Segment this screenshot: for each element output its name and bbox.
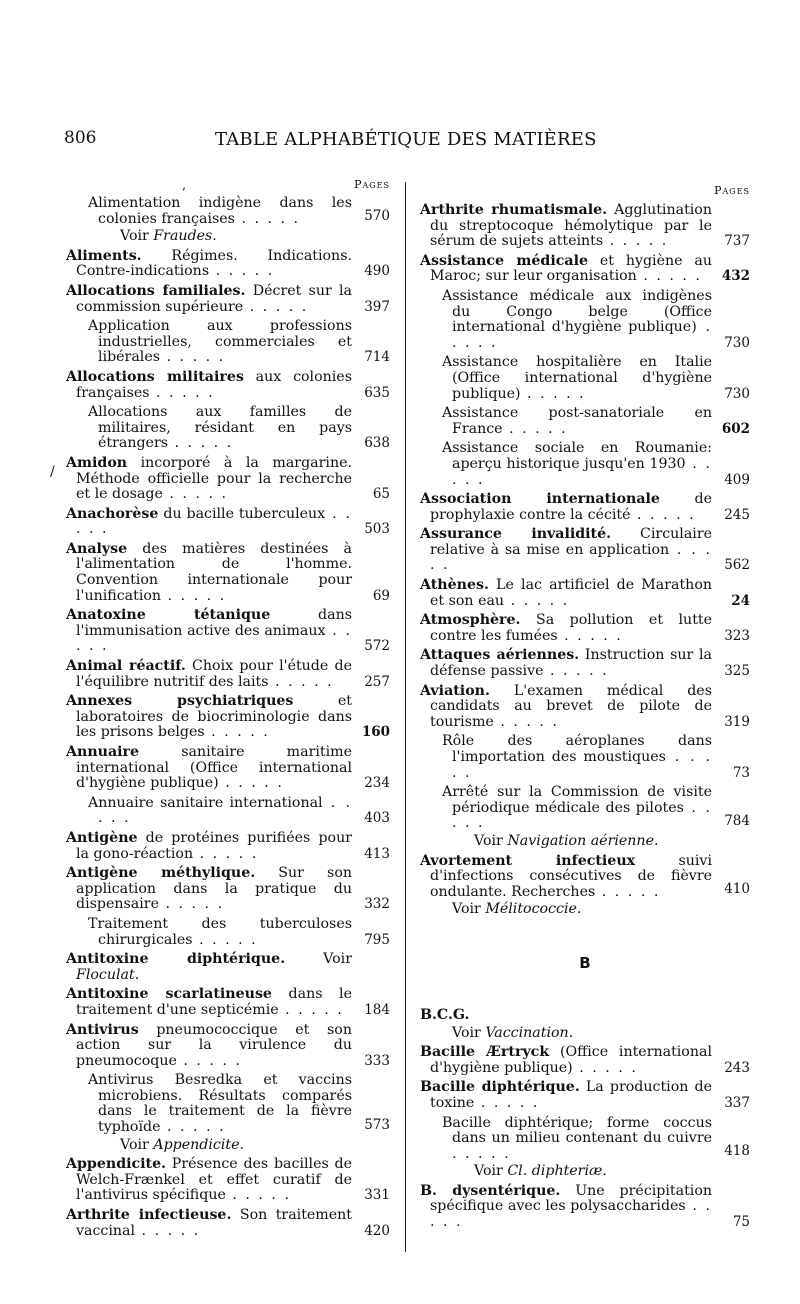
entry-heading: Arthrite infectieuse.: [66, 1207, 232, 1224]
page-reference: 331: [364, 1187, 390, 1204]
index-entry: Traitement des tuberculoses chirurgicales . . . . . 795: [88, 915, 390, 948]
right-column: [420, 178, 750, 1235]
see-also: Voir Fraudes.: [120, 228, 217, 245]
page-reference: 572: [364, 638, 390, 655]
see-also: Voir Vaccination.: [452, 1024, 574, 1041]
section-letter: B: [579, 953, 591, 972]
entry-heading: Allocations familiales.: [66, 282, 246, 299]
index-entry: Application aux professions industrielles, commerciales et libérales . . . . . 714: [88, 318, 390, 366]
entry-heading: Antivirus: [66, 1021, 139, 1038]
page-reference: 75: [732, 1214, 750, 1231]
entry-heading: Antitoxine scarlatineuse: [66, 986, 272, 1003]
entry-heading: Avortement infectieux: [420, 852, 636, 869]
entry-text: de protéines purifiées pour la gono-réaction: [76, 829, 352, 862]
pages-column-label: , Pages: [182, 178, 390, 193]
entry-text: Régimes. Indications. Contre-indications: [76, 247, 352, 280]
entry-heading: Analyse: [66, 540, 128, 557]
entry-text: Une précipitation spécifique avec les polysaccharides: [430, 1182, 712, 1215]
index-entry: Atmosphère. Sa pollution et lutte contre les fumées . . . . . 323: [420, 612, 750, 644]
see-also: Voir Mélitococcie.: [452, 901, 582, 918]
entry-heading: Association internationale: [420, 491, 660, 508]
index-entry: Annuaire sanitaire maritime international (Office international d'hygiène publique) . . . . . 234: [66, 744, 390, 792]
entry-heading: Antigène méthylique.: [66, 865, 256, 882]
entry-heading: Athènes.: [420, 577, 489, 594]
entry-text: Antivirus Besredka et vaccins microbiens. Résultats comparés dans le traitement de la fièvre typhoïde: [88, 1072, 352, 1136]
index-entry: Amidon incorporé à la margarine. Méthode officielle pour la recherche et le dosage . . . . . 65: [66, 454, 390, 503]
entry-text: Bacille diphtérique; forme coccus dans un milieu contenant du cuivre: [442, 1114, 712, 1147]
entry-text: Annuaire sanitaire international: [88, 794, 323, 811]
page-reference: 65: [372, 486, 390, 503]
entry-text: Agglutination du streptocoque hémolytique par le sérum de sujets atteints: [430, 202, 712, 250]
entry-text: Sur son application dans la pratique du dispensaire: [76, 865, 353, 913]
entry-text: suivi d'infections consécutives de fièvre ondulante. Recherches: [430, 852, 712, 900]
index-entry: Alimentation indigène dans les colonies françaises . . . . . 570 Voir Fraudes.: [88, 195, 390, 245]
entry-heading: Assistance médicale: [420, 252, 588, 269]
column-divider: [405, 182, 406, 1252]
index-entry: B. dysentérique. Une précipitation spécifique avec les polysaccharides . . . . . 75: [420, 1182, 750, 1231]
index-entry: Assistance post-sanatoriale en France . . . . . 602: [442, 405, 750, 437]
entry-text: Sa pollution et lutte contre les fumées: [430, 612, 712, 644]
page-reference: 784: [724, 812, 750, 829]
page-reference: 737: [724, 233, 750, 250]
cross-reference: Appendicite.: [153, 1136, 244, 1153]
entry-heading: Appendicite.: [66, 1156, 167, 1173]
index-entry: Assistance sociale en Roumanie: aperçu historique jusqu'en 1930 . . . . . 409: [442, 440, 750, 488]
index-entry: Attaques aériennes. Instruction sur la défense passive . . . . . 325: [420, 647, 750, 680]
page-reference: 257: [364, 673, 390, 690]
cross-reference: Vaccination.: [485, 1024, 574, 1041]
entry-text: de prophylaxie contre la cécité: [430, 491, 712, 523]
entry-heading: B.C.G.: [420, 1006, 470, 1023]
page-reference: 638: [364, 435, 390, 452]
index-entry: Aliments. Régimes. Indications. Contre-indications . . . . . 490: [66, 247, 390, 280]
page-reference: 795: [364, 931, 390, 948]
page-reference: 432: [721, 268, 750, 285]
entry-text: et laboratoires de biocriminologie dans les prisons belges: [76, 693, 353, 741]
page-reference: 570: [364, 208, 390, 225]
index-entry: Association internationale de prophylaxie contre la cécité . . . . . 245: [420, 491, 750, 523]
page-reference: 234: [364, 775, 390, 792]
page-reference: 413: [364, 845, 390, 862]
entry-text: (Office international d'hygiène publique): [430, 1044, 712, 1076]
entry-heading: Anachorèse: [66, 505, 159, 522]
index-entries-b: [420, 1008, 750, 1231]
page-reference: 730: [724, 385, 750, 402]
page-number: 806: [64, 128, 97, 148]
page-reference: 602: [721, 420, 750, 437]
entry-text: aux colonies françaises: [76, 368, 352, 401]
entry-heading: Annuaire: [66, 744, 140, 760]
entry-text: Présence des bacilles de Welch-Frænkel et effet curatif de l'antivirus spécifique: [76, 1156, 352, 1204]
index-entry: Appendicite. Présence des bacilles de Welch-Frænkel et effet curatif de l'antivirus spécifique . . . . . 331: [66, 1156, 390, 1204]
page-reference: 403: [364, 810, 390, 827]
index-entry: Antivirus Besredka et vaccins microbiens. Résultats comparés dans le traitement de la fièvre typhoïde . . . . . 573 Voir Appendicite.: [88, 1072, 390, 1153]
entry-text: sanitaire maritime international (Office international d'hygiène publique): [76, 744, 352, 792]
index-entry: Bacille diphtérique; forme coccus dans un milieu contenant du cuivre . . . . . 418 Voir Cl. diphteriæ.: [442, 1114, 750, 1180]
running-title: TABLE ALPHABÉTIQUE DES MATIÈRES: [215, 129, 597, 150]
page-reference: 325: [724, 663, 750, 680]
page-header: [0, 128, 800, 158]
entry-text: Alimentation indigène dans les colonies françaises: [88, 195, 352, 227]
entry-heading: Bacille diphtérique.: [420, 1079, 580, 1096]
entry-text: Son traitement vaccinal: [76, 1207, 352, 1239]
entry-heading: Assurance invalidité.: [420, 526, 612, 543]
index-entries-right: [420, 203, 750, 918]
entry-heading: Antitoxine diphtérique.: [66, 951, 286, 968]
index-entry: Assistance médicale et hygiène au Maroc; sur leur organisation . . . . . 432: [420, 252, 750, 285]
cross-reference: Mélitococcie.: [485, 901, 582, 918]
page-reference: 573: [364, 1116, 390, 1133]
index-entry: Anachorèse du bacille tuberculeux . . . . . 503: [66, 505, 390, 538]
entry-heading: Amidon: [66, 454, 128, 471]
page-reference: 503: [364, 521, 390, 538]
index-entry: [420, 1008, 750, 1041]
page-reference: 319: [724, 713, 750, 730]
page-reference: 397: [364, 298, 390, 315]
entry-text: Le lac artificiel de Marathon et son eau: [430, 577, 712, 609]
page-reference: 337: [724, 1094, 750, 1111]
index-entry: Athènes. Le lac artificiel de Marathon et son eau . . . . . 24: [420, 577, 750, 609]
cross-reference: Navigation aérienne.: [507, 832, 659, 849]
index-entries-left: [66, 196, 390, 1239]
page-reference: 409: [724, 471, 750, 488]
entry-text: Assistance sociale en Roumanie: aperçu historique jusqu'en 1930: [442, 440, 712, 472]
left-column: [66, 178, 390, 1243]
page-reference: 420: [364, 1222, 390, 1239]
page-reference: 490: [364, 263, 390, 280]
tick-mark: ,: [182, 178, 188, 193]
index-entry: Assurance invalidité. Circulaire relative à sa mise en application . . . . . 562: [420, 526, 750, 574]
entry-text: Assistance médicale aux indigènes du Congo belge (Office international d'hygiène publique): [442, 287, 712, 336]
index-entry: Antigène méthylique. Sur son application dans la pratique du dispensaire . . . . . 332: [66, 865, 390, 913]
index-entry: Annexes psychiatriques et laboratoires de biocriminologie dans les prisons belges . . . . . 160: [66, 693, 390, 741]
entry-heading: B. dysentérique.: [420, 1182, 561, 1199]
cross-reference: Cl. diphteriæ.: [507, 1163, 607, 1180]
entry-text: Traitement des tuberculoses chirurgicales: [88, 915, 352, 948]
entry-text: Allocations aux familles de militaires, résidant en pays étrangers: [88, 404, 352, 452]
index-entry: Arrêté sur la Commission de visite périodique médicale des pilotes . . . . . 784 Voir Navigation aérienne.: [442, 784, 750, 849]
page-reference: 160: [361, 724, 390, 741]
entry-text: dans le traitement d'une septicémie: [76, 986, 352, 1018]
entry-text: Choix pour l'étude de l'équilibre nutritif des laits: [76, 658, 352, 690]
entry-heading: Allocations militaires: [66, 368, 244, 385]
entry-text: incorporé à la margarine. Méthode officielle pour la recherche et le dosage: [76, 454, 352, 503]
page-reference: 332: [364, 896, 390, 913]
entry-text: Assistance hospitalière en Italie (Office international d'hygiène publique): [442, 354, 712, 402]
index-entry: Allocations familiales. Décret sur la commission supérieure . . . . . 397: [66, 282, 390, 315]
cross-reference: Floculat.: [76, 966, 140, 983]
entry-heading: Animal réactif.: [66, 658, 186, 675]
entry-text: Circulaire relative à sa mise en application: [430, 526, 712, 558]
entry-text: Arrêté sur la Commission de visite périodique médicale des pilotes: [442, 784, 712, 816]
entry-text: dans l'immunisation active des animaux: [76, 607, 352, 639]
page-reference: 323: [724, 627, 750, 644]
index-entry: Antivirus pneumococcique et son action sur la virulence du pneumocoque . . . . . 333: [66, 1021, 390, 1069]
page-reference: 184: [364, 1001, 390, 1018]
index-entry: Assistance hospitalière en Italie (Office international d'hygiène publique) . . . . . 730: [442, 354, 750, 402]
margin-mark: /: [50, 464, 55, 480]
page-reference: 730: [724, 334, 750, 351]
page-reference: 245: [724, 506, 750, 523]
entry-text: et hygiène au Maroc; sur leur organisation: [430, 252, 712, 285]
index-entry: [66, 952, 390, 983]
index-entry: Rôle des aéroplanes dans l'importation des moustiques . . . . . 73: [442, 733, 750, 781]
page-reference: 562: [724, 557, 750, 574]
index-entry: Aviation. L'examen médical des candidats au brevet de pilote de tourisme . . . . . 319: [420, 682, 750, 730]
index-entry: Antigène de protéines purifiées pour la gono-réaction . . . . . 413: [66, 829, 390, 862]
see-also: Voir Navigation aérienne.: [474, 832, 659, 849]
index-entry: Annuaire sanitaire international . . . . . 403: [88, 794, 390, 827]
entry-heading: Aliments.: [66, 247, 142, 264]
entry-text: du bacille tuberculeux: [158, 505, 326, 522]
entry-heading: Bacille Ærtryck: [420, 1044, 550, 1061]
page-reference: 24: [731, 592, 750, 609]
page-reference: 418: [724, 1143, 750, 1160]
page-reference: 243: [724, 1059, 750, 1076]
entry-heading: Aviation.: [420, 682, 490, 699]
page-reference: 714: [364, 349, 390, 366]
index-entry: Allocations militaires aux colonies françaises . . . . . 635: [66, 368, 390, 401]
entry-heading: Attaques aériennes.: [420, 647, 580, 664]
entry-heading: Antigène: [66, 829, 138, 846]
page-reference: 333: [364, 1052, 390, 1069]
index-entry: Arthrite rhumatismale. Agglutination du streptocoque hémolytique par le sérum de sujets atteints . . . . . 737: [420, 202, 750, 250]
entry-heading: Annexes psychiatriques: [66, 693, 294, 710]
entry-heading: Arthrite rhumatismale.: [420, 202, 608, 218]
see-also: Voir Appendicite.: [120, 1136, 244, 1153]
entry-text: Rôle des aéroplanes dans l'importation des moustiques: [442, 733, 712, 765]
cross-reference: Fraudes.: [153, 228, 217, 245]
index-entry: Bacille diphtérique. La production de toxine . . . . . 337: [420, 1079, 750, 1111]
index-entry: Avortement infectieux suivi d'infections consécutives de fièvre ondulante. Recherches . . . . . 410 Voir Mélitococcie.: [420, 852, 750, 918]
entry-text: des matières destinées à l'alimentation de l'homme. Convention internationale pour l'unification: [76, 540, 352, 604]
page-reference: 73: [732, 764, 750, 781]
pages-column-label: Pages: [714, 184, 750, 197]
page-reference: 69: [372, 587, 390, 604]
index-entry: Analyse des matières destinées à l'alimentation de l'homme. Convention internationale pour l'unification . . . . . 69: [66, 540, 390, 604]
entry-text: pneumococcique et son action sur la virulence du pneumocoque: [76, 1021, 352, 1069]
entry-text: Voir: [285, 951, 352, 968]
see-also: Voir Cl. diphteriæ.: [474, 1163, 607, 1180]
entry-heading: Anatoxine tétanique: [66, 607, 271, 624]
page-reference: 635: [364, 384, 390, 401]
entry-text: Application aux professions industrielles, commerciales et libérales: [88, 318, 352, 366]
index-entry: Antitoxine scarlatineuse dans le traitement d'une septicémie . . . . . 184: [66, 986, 390, 1018]
entry-text: L'examen médical des candidats au brevet de pilote de tourisme: [430, 682, 712, 730]
entry-text: Assistance post-sanatoriale en France: [442, 405, 712, 437]
entry-heading: Atmosphère.: [420, 612, 521, 629]
page-reference: 410: [724, 881, 750, 898]
entry-text: La production de toxine: [430, 1079, 712, 1111]
index-entry: Allocations aux familles de militaires, résidant en pays étrangers . . . . . 638: [88, 404, 390, 452]
entry-text: Instruction sur la défense passive: [430, 647, 712, 680]
index-entry: Assistance médicale aux indigènes du Congo belge (Office international d'hygiène publique) . . . . . 730: [442, 287, 750, 351]
entry-text: Décret sur la commission supérieure: [76, 282, 352, 315]
index-entry: Arthrite infectieuse. Son traitement vaccinal . . . . . 420: [66, 1207, 390, 1239]
index-entry: Anatoxine tétanique dans l'immunisation active des animaux . . . . . 572: [66, 607, 390, 655]
index-entry: Bacille Ærtryck (Office international d'hygiène publique) . . . . . 243: [420, 1044, 750, 1076]
index-entry: Animal réactif. Choix pour l'étude de l'équilibre nutritif des laits . . . . . 257: [66, 658, 390, 690]
